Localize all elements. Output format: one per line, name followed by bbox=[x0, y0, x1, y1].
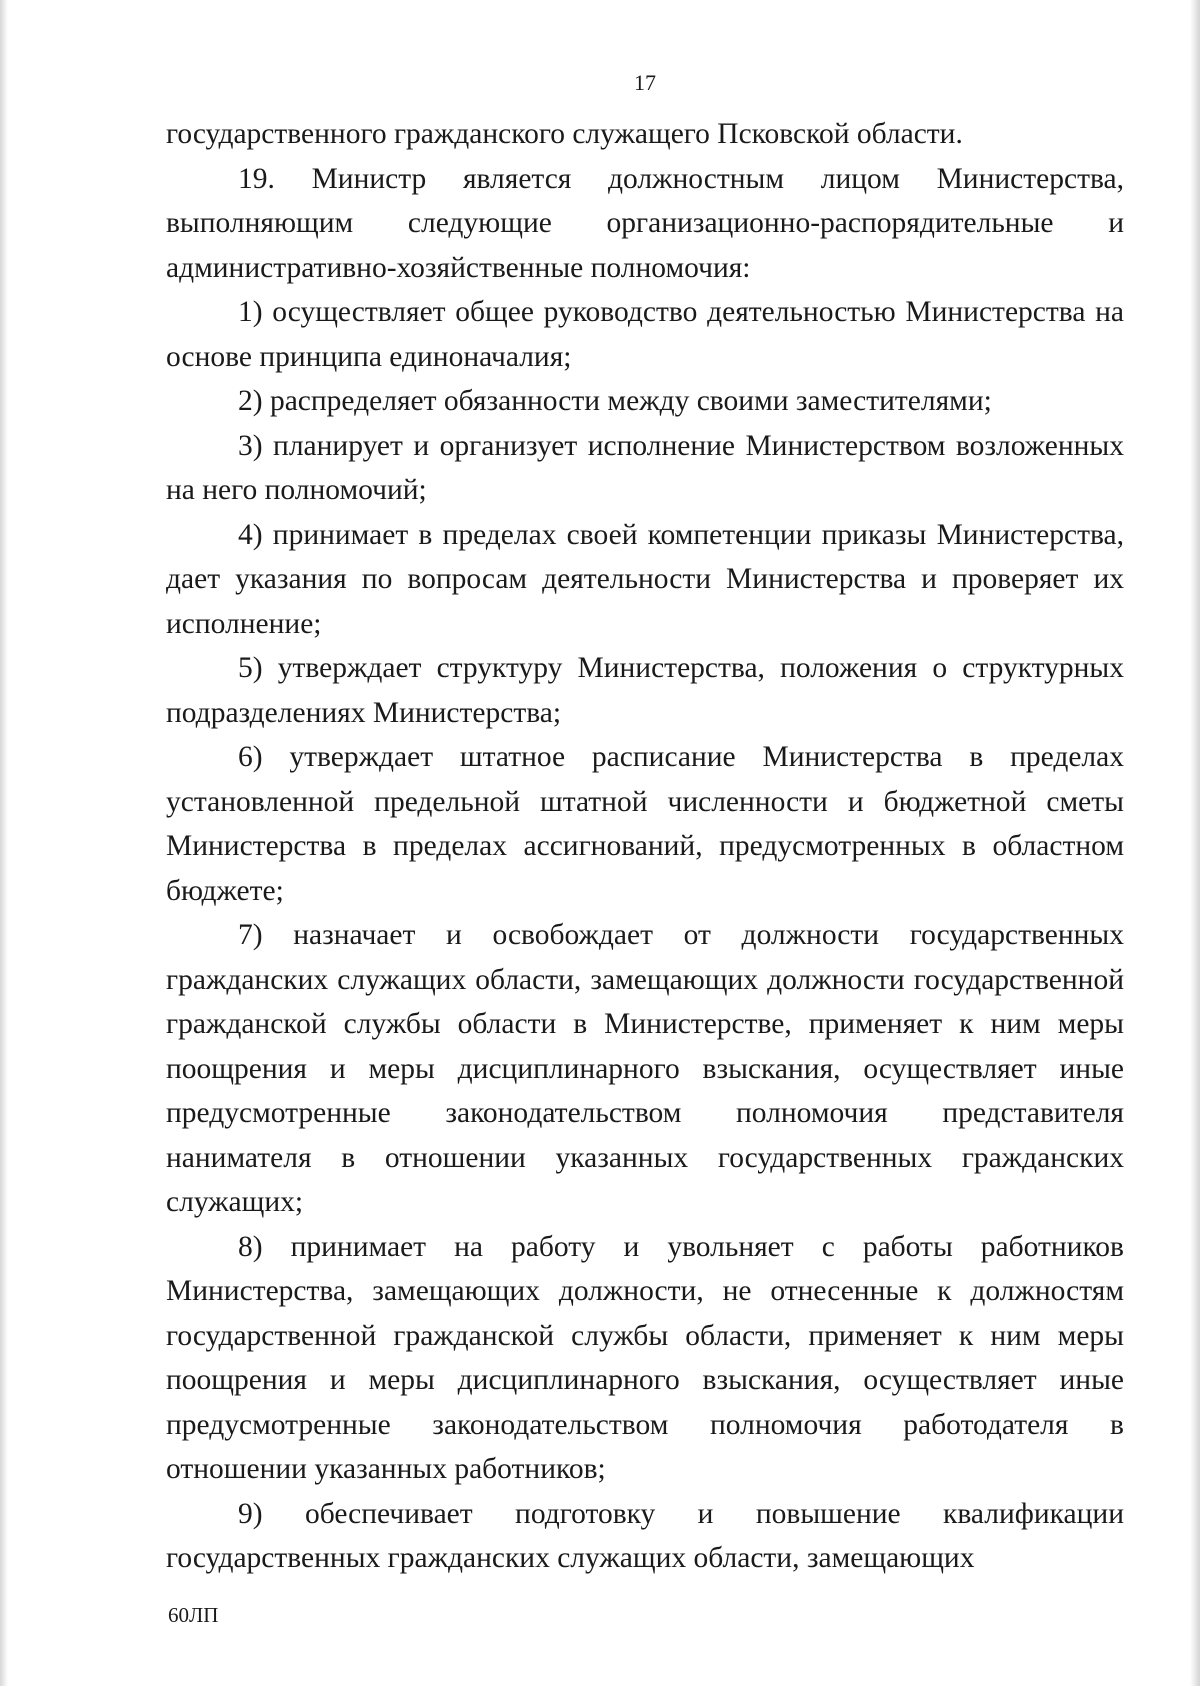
paragraph-item-2: 2) распределяет обязанности между своими заместителями; bbox=[238, 385, 992, 417]
scan-edge-left bbox=[0, 0, 8, 1686]
paragraph-item-6: 6) утверждает штатное расписание Министерства в пределах установленной предельной штатной численности и бюджетной сметы Министерства в пределах ассигнований, предусмотренных в областном бюджете; bbox=[166, 741, 1124, 907]
document-body bbox=[166, 112, 1124, 1581]
continuation-line: государственного гражданского служащего Псковской области. bbox=[166, 118, 963, 150]
scan-edge-right bbox=[1190, 0, 1200, 1686]
page-number: 17 bbox=[634, 70, 656, 95]
paragraph-item-1: 1) осуществляет общее руководство деятельностью Министерства на основе принципа единоначалия; bbox=[166, 296, 1124, 373]
paragraph-item-3: 3) планирует и организует исполнение Министерством возложенных на него полномочий; bbox=[166, 429, 1124, 506]
paragraph-item-9: 9) обеспечивает подготовку и повышение квалификации государственных гражданских служащих области, замещающих bbox=[166, 1497, 1124, 1574]
paragraph-item-4: 4) принимает в пределах своей компетенции приказы Министерства, дает указания по вопросам деятельности Министерства и проверяет их исполнение; bbox=[166, 518, 1124, 640]
paragraph-item-5: 5) утверждает структуру Министерства, положения о структурных подразделениях Министерства; bbox=[166, 652, 1124, 729]
paragraph-19: 19. Министр является должностным лицом Министерства, выполняющим следующие организационно-распорядительные и административно-хозяйственные полномочия: bbox=[166, 162, 1124, 284]
footer-document-code: 60ЛП bbox=[168, 1603, 219, 1627]
paragraph-item-8: 8) принимает на работу и увольняет с работы работников Министерства, замещающих должности, не отнесенные к должностям государственной гражданской службы области, применяет к ним меры поощрения и меры дисциплинарного взыскания, осуществляет иные предусмотренные законодательством полномочия работодателя в отношении указанных работников; bbox=[166, 1230, 1124, 1485]
paragraph-item-7: 7) назначает и освобождает от должности государственных гражданских служащих области, замещающих должности государственной гражданской службы области в Министерстве, применяет к ним меры поощрения и меры дисциплинарного взыскания, осуществляет иные предусмотренные законодательством полномочия представителя нанимателя в отношении указанных государственных гражданских служащих; bbox=[166, 919, 1124, 1218]
